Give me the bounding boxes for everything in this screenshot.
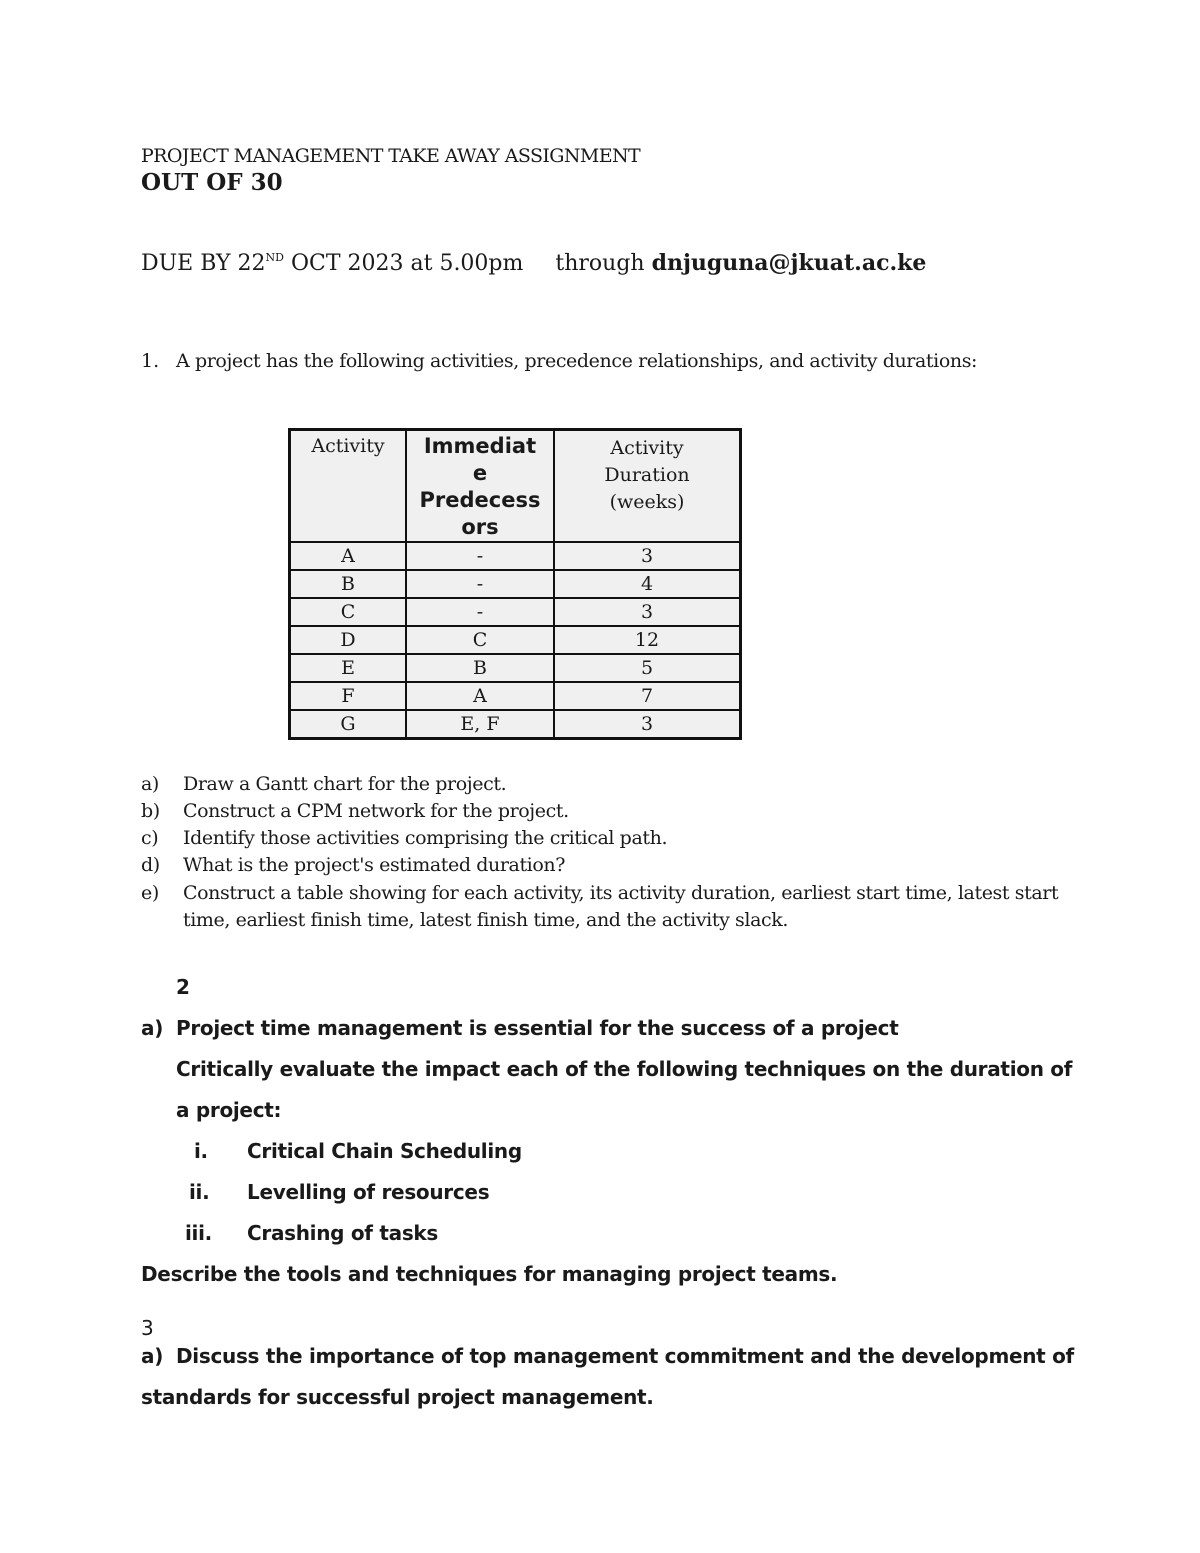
cell-duration: 12 [554,626,741,654]
table-row [290,598,741,626]
due-date-suffix: ND [265,251,284,264]
question-3-line-1: Discuss the importance of top management commitment and the development of [176,1344,1074,1368]
question-2-line-3: a project: [176,1098,282,1122]
cell-activity: B [290,570,407,598]
cell-predecessors: E, F [406,710,554,739]
cell-activity: F [290,682,407,710]
cell-predecessors: A [406,682,554,710]
cell-duration: 3 [554,542,741,570]
cell-duration: 7 [554,682,741,710]
cell-predecessors: - [406,598,554,626]
submission-email: dnjuguna@jkuat.ac.ke [651,250,927,276]
question-2-line-2: Critically evaluate the impact each of the following techniques on the duration of [176,1057,1073,1081]
cell-activity: A [290,542,407,570]
cell-activity: G [290,710,407,739]
cell-predecessors: C [406,626,554,654]
table-row [290,682,741,710]
header-activity: Activity [290,430,407,543]
cell-activity: C [290,598,407,626]
table-row [290,570,741,598]
technique-label-iii: iii. [185,1221,212,1245]
question-2-part-label: a) [141,1016,164,1040]
cell-activity: E [290,654,407,682]
cell-duration: 5 [554,654,741,682]
question-3-line-2: standards for successful project management. [141,1385,654,1409]
activity-table [288,428,742,740]
table-header-row [290,430,741,543]
question-3-number: 3 [141,1316,154,1340]
table-row [290,542,741,570]
assignment-title: PROJECT MANAGEMENT TAKE AWAY ASSIGNMENT [141,145,641,167]
question-1-number: 1. [141,350,160,372]
cell-activity: D [290,626,407,654]
technique-label-ii: ii. [189,1180,210,1204]
question-3-part-label: a) [141,1344,164,1368]
table-row [290,710,741,739]
question-2-number: 2 [176,975,190,999]
cell-duration: 4 [554,570,741,598]
cell-predecessors: - [406,570,554,598]
cell-duration: 3 [554,598,741,626]
due-prefix: DUE BY 22 [141,251,266,276]
through-label: through [555,251,645,276]
sub-question-e-continued: time, earliest finish time, latest finish time, and the activity slack. [183,909,789,931]
cell-predecessors: B [406,654,554,682]
table-row [290,654,741,682]
cell-duration: 3 [554,710,741,739]
cell-predecessors: - [406,542,554,570]
technique-crashing: Crashing of tasks [247,1221,439,1245]
header-immediate-predecessors: Immediat e Predecess ors [406,430,554,543]
total-marks: OUT OF 30 [141,169,283,196]
technique-label-i: i. [194,1139,208,1163]
technique-critical-chain: Critical Chain Scheduling [247,1139,522,1163]
question-1-intro: A project has the following activities, precedence relationships, and activity durations: [176,350,978,372]
due-date-line [141,250,926,276]
table-row [290,626,741,654]
question-2-line-1: Project time management is essential for the success of a project [176,1016,899,1040]
question-2-describe: Describe the tools and techniques for managing project teams. [141,1262,838,1286]
header-activity-duration: Activity Duration (weeks) [554,430,741,543]
technique-levelling: Levelling of resources [247,1180,490,1204]
due-suffix: OCT 2023 at 5.00pm [283,251,524,276]
